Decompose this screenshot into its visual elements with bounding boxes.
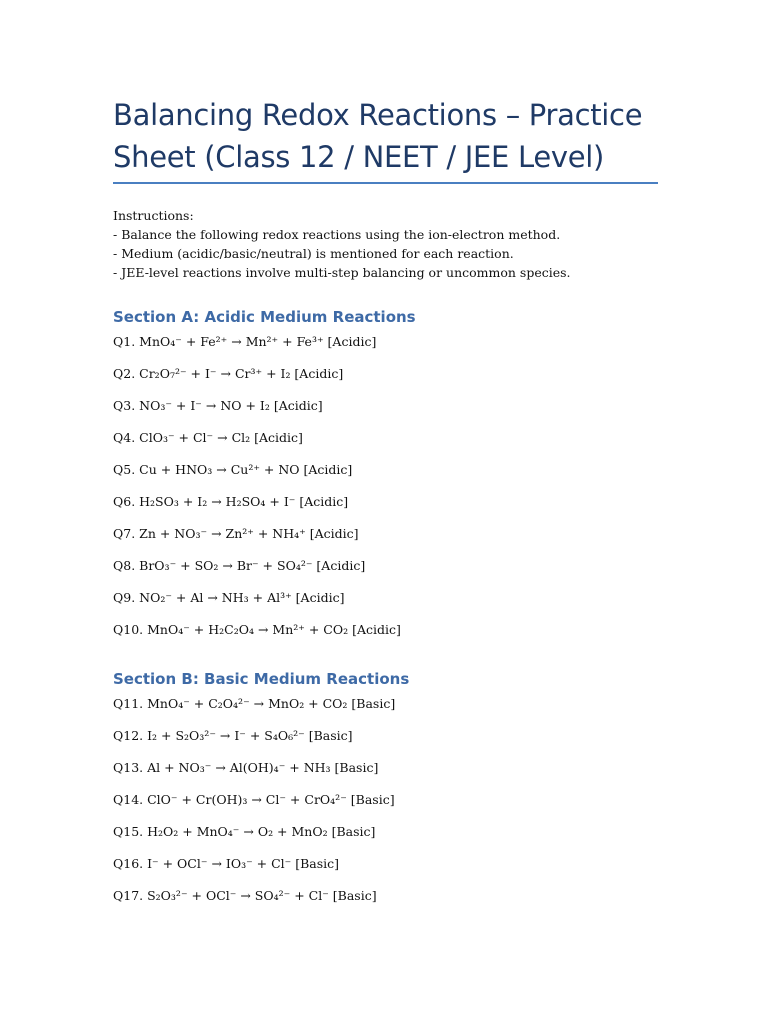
section-a-heading: Section A: Acidic Medium Reactions: [113, 308, 416, 326]
instructions-label: Instructions:: [113, 208, 194, 223]
question-item: Q5. Cu + HNO₃ → Cu²⁺ + NO [Acidic]: [113, 462, 353, 477]
question-item: Q1. MnO₄⁻ + Fe²⁺ → Mn²⁺ + Fe³⁺ [Acidic]: [113, 334, 377, 349]
question-item: Q12. I₂ + S₂O₃²⁻ → I⁻ + S₄O₆²⁻ [Basic]: [113, 728, 353, 743]
section-b-question-list: [113, 694, 658, 905]
section-b-heading: Section B: Basic Medium Reactions: [113, 670, 410, 688]
document-page: [113, 94, 658, 905]
question-item: Q10. MnO₄⁻ + H₂C₂O₄ → Mn²⁺ + CO₂ [Acidic]: [113, 622, 401, 637]
question-item: Q6. H₂SO₃ + I₂ → H₂SO₄ + I⁻ [Acidic]: [113, 494, 349, 509]
page-title: Balancing Redox Reactions – Practice Sheet (Class 12 / NEET / JEE Level): [113, 94, 658, 184]
instruction-line: - Medium (acidic/basic/neutral) is mentioned for each reaction.: [113, 246, 514, 261]
instructions-block: [113, 206, 658, 282]
question-item: Q15. H₂O₂ + MnO₄⁻ → O₂ + MnO₂ [Basic]: [113, 824, 376, 839]
question-item: Q7. Zn + NO₃⁻ → Zn²⁺ + NH₄⁺ [Acidic]: [113, 526, 359, 541]
instruction-line: - Balance the following redox reactions using the ion-electron method.: [113, 227, 561, 242]
question-item: Q3. NO₃⁻ + I⁻ → NO + I₂ [Acidic]: [113, 398, 323, 413]
question-item: Q2. Cr₂O₇²⁻ + I⁻ → Cr³⁺ + I₂ [Acidic]: [113, 366, 344, 381]
question-item: Q14. ClO⁻ + Cr(OH)₃ → Cl⁻ + CrO₄²⁻ [Basic]: [113, 792, 395, 807]
question-item: Q13. Al + NO₃⁻ → Al(OH)₄⁻ + NH₃ [Basic]: [113, 760, 379, 775]
question-item: Q16. I⁻ + OCl⁻ → IO₃⁻ + Cl⁻ [Basic]: [113, 856, 340, 871]
question-item: Q9. NO₂⁻ + Al → NH₃ + Al³⁺ [Acidic]: [113, 590, 345, 605]
question-item: Q4. ClO₃⁻ + Cl⁻ → Cl₂ [Acidic]: [113, 430, 303, 445]
question-item: Q8. BrO₃⁻ + SO₂ → Br⁻ + SO₄²⁻ [Acidic]: [113, 558, 366, 573]
instruction-line: - JEE-level reactions involve multi-step balancing or uncommon species.: [113, 265, 571, 280]
section-a-question-list: [113, 332, 658, 639]
question-item: Q17. S₂O₃²⁻ + OCl⁻ → SO₄²⁻ + Cl⁻ [Basic]: [113, 888, 377, 903]
question-item: Q11. MnO₄⁻ + C₂O₄²⁻ → MnO₂ + CO₂ [Basic]: [113, 696, 396, 711]
